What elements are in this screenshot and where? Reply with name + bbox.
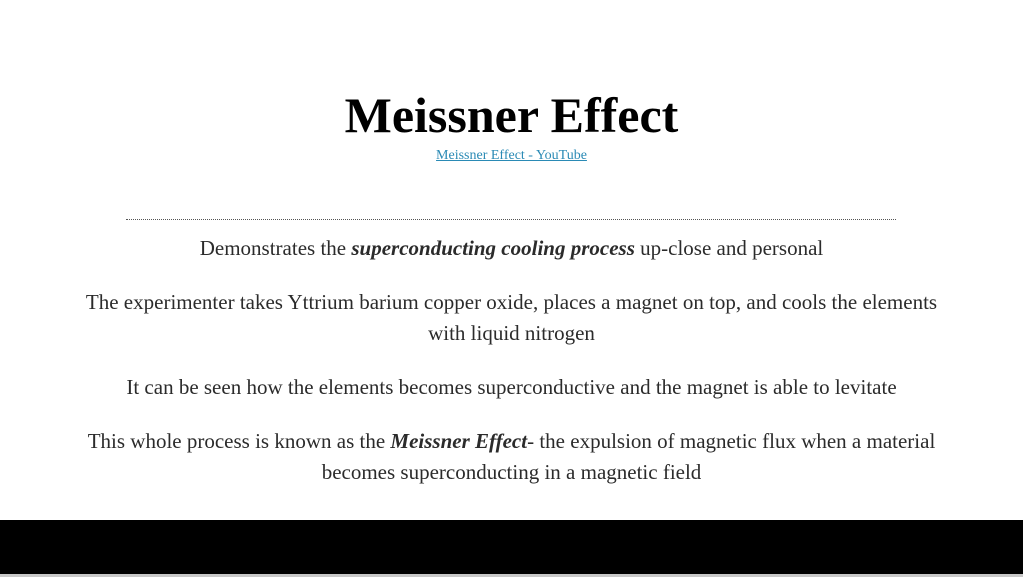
- source-link-container: [0, 147, 1023, 165]
- paragraph-2: The experimenter takes Yttrium barium copper oxide, places a magnet on top, and cools the elements with liquid nitrogen: [85, 290, 938, 345]
- paragraph-1: [80, 233, 943, 264]
- paragraph-4: [80, 426, 943, 488]
- dotted-divider: [126, 219, 896, 220]
- slide-body: [80, 233, 943, 511]
- slide-title: Meissner Effect: [344, 87, 679, 143]
- youtube-link[interactable]: Meissner Effect - YouTube: [436, 148, 587, 163]
- paragraph-1-emphasis: superconducting cooling process: [351, 236, 635, 260]
- paragraph-1-before: Demonstrates the: [199, 236, 352, 260]
- footer-bar: [0, 520, 1023, 574]
- paragraph-4-emphasis: Meissner Effect: [390, 429, 528, 453]
- paragraph-3: It can be seen how the elements becomes superconductive and the magnet is able to levitate: [126, 375, 897, 399]
- paragraph-1-after: up-close and personal: [634, 236, 824, 260]
- paragraph-4-before: This whole process is known as the: [87, 429, 391, 453]
- paragraph-4-after: - the expulsion of magnetic flux when a material becomes superconducting in a magnetic field: [321, 429, 936, 484]
